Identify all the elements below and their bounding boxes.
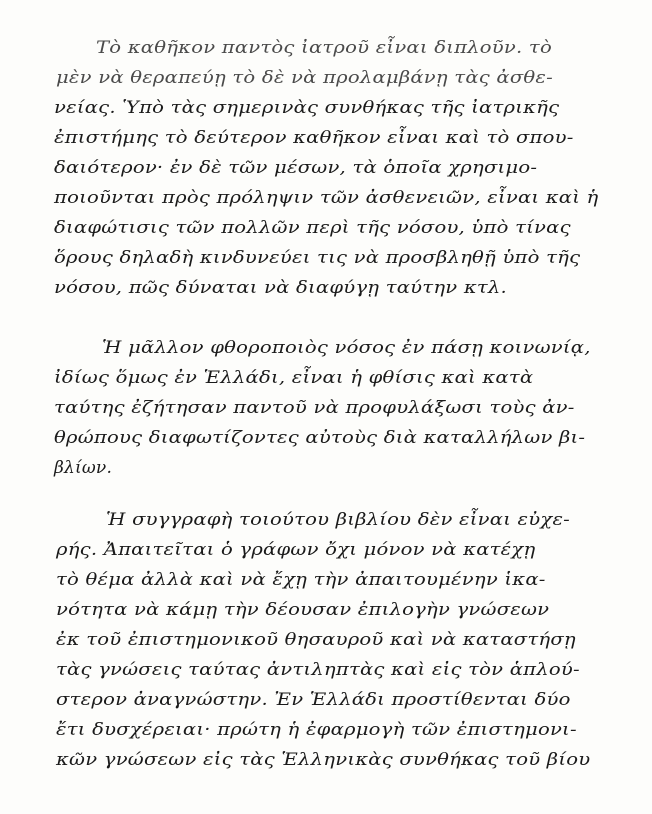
text-line-15: Ἡ συγγραφὴ τοιούτου βιβλίου δὲν εἶναι εὐχε- (106, 510, 571, 530)
text-line-7: διαφώτισις τῶν πολλῶν περὶ τῆς νόσου, ὑπὸ τίνας (54, 218, 571, 238)
text-line-2: μὲν νὰ θεραπεύῃ τὸ δὲ νὰ προλαμβάνῃ τὰς ἀσθε- (56, 68, 553, 88)
text-line-16: ρής. Ἀπαιτεῖται ὁ γράφων ὄχι μόνον νὰ κατέχῃ (56, 540, 536, 560)
text-line-13: θρώπους διαφωτίζοντες αὐτοὺς διὰ καταλλήλων βι- (54, 428, 586, 448)
text-line-10: Ἡ μᾶλλον φθοροποιὸς νόσος ἐν πάσῃ κοινωνίᾳ, (102, 338, 591, 358)
text-line-6: ποιοῦνται πρὸς πρόληψιν τῶν ἀσθενειῶν, εἶναι καὶ ἡ (54, 188, 599, 208)
text-line-21: στερον ἀναγνώστην. Ἐν Ἑλλάδι προστίθενται δύο (56, 690, 571, 710)
text-line-3: νείας. Ὑπὸ τὰς σημερινὰς συνθήκας τῆς ἰατρικῆς (54, 98, 560, 118)
text-line-17: τὸ θέμα ἀλλὰ καὶ νὰ ἔχῃ τὴν ἀπαιτουμένην ἱκα- (56, 570, 546, 590)
text-line-1: Τὸ καθῆκον παντὸς ἰατροῦ εἶναι διπλοῦν. τὸ (96, 38, 552, 58)
text-line-9: νόσου, πῶς δύναται νὰ διαφύγῃ ταύτην κτλ. (54, 278, 508, 298)
text-line-19: ἐκ τοῦ ἐπιστημονικοῦ θησαυροῦ καὶ νὰ καταστήσῃ (56, 630, 576, 650)
text-line-5: δαιότερον· ἐν δὲ τῶν μέσων, τὰ ὁποῖα χρησιμο- (54, 158, 538, 178)
text-line-8: ὅρους δηλαδὴ κινδυνεύει τις νὰ προσβληθῇ ὑπὸ τῆς (54, 248, 581, 268)
text-line-12: ταύτης ἐζήτησαν παντοῦ νὰ προφυλάξωσι τοὺς ἀν- (54, 398, 575, 418)
text-line-14: βλίων. (54, 458, 113, 478)
text-line-4: ἐπιστήμης τὸ δεύτερον καθῆκον εἶναι καὶ τὸ σπου- (54, 128, 574, 148)
text-line-18: νότητα νὰ κάμῃ τὴν δέουσαν ἐπιλογὴν γνώσεων (56, 600, 550, 620)
text-line-20: τὰς γνώσεις ταύτας ἀντιληπτὰς καὶ εἰς τὸν ἁπλού- (56, 660, 580, 680)
text-line-22: ἔτι δυσχέρειαι· πρώτη ἡ ἐφαρμογὴ τῶν ἐπιστημονι- (56, 720, 577, 740)
text-line-23: κῶν γνώσεων εἰς τὰς Ἑλληνικὰς συνθήκας τοῦ βίου (56, 750, 591, 770)
text-line-11: ἰδίως ὅμως ἐν Ἑλλάδι, εἶναι ἡ φθίσις καὶ κατὰ (54, 368, 534, 388)
